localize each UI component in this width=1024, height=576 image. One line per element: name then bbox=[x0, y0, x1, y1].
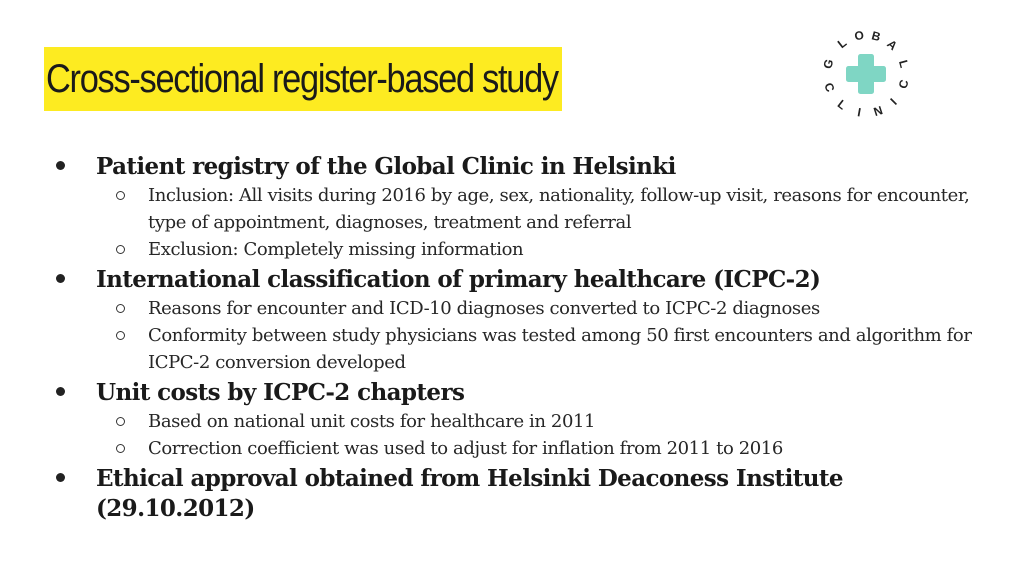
medical-cross-icon bbox=[846, 54, 886, 94]
sub-bullet-national-costs: Based on national unit costs for healthcare in 2011 bbox=[56, 408, 996, 435]
logo-letter: C bbox=[895, 78, 912, 91]
bullet-dot-icon bbox=[56, 274, 65, 283]
sub-bullet-conformity: Conformity between study physicians was tested among 50 first encounters and algorithm for ICPC-2 conversion developed bbox=[56, 322, 996, 376]
bullet-icpc: International classification of primary healthcare (ICPC-2) bbox=[56, 265, 996, 295]
logo-letter: A bbox=[884, 36, 901, 54]
bullet-dot-icon bbox=[56, 161, 65, 170]
circle-bullet-icon bbox=[116, 417, 125, 426]
logo-letter: G bbox=[820, 57, 837, 71]
logo-letter: L bbox=[834, 35, 850, 52]
bullet-ethical-approval: Ethical approval obtained from Helsinki Deaconess Institute (29.10.2012) bbox=[56, 464, 996, 524]
bullet-list bbox=[56, 150, 996, 524]
circle-bullet-icon bbox=[116, 245, 125, 254]
sub-bullet-conversion: Reasons for encounter and ICD-10 diagnoses converted to ICPC-2 diagnoses bbox=[56, 295, 996, 322]
bullet-unit-costs: Unit costs by ICPC-2 chapters bbox=[56, 378, 996, 408]
circle-bullet-icon bbox=[116, 191, 125, 200]
bullet-registry: Patient registry of the Global Clinic in Helsinki bbox=[56, 152, 996, 182]
sub-bullet-exclusion: Exclusion: Completely missing information bbox=[56, 236, 996, 263]
logo-letter: B bbox=[870, 28, 883, 45]
global-clinic-logo bbox=[818, 26, 914, 122]
logo-letter: I bbox=[887, 95, 900, 108]
logo-letter: C bbox=[821, 80, 838, 94]
logo-letter: L bbox=[834, 96, 850, 113]
bullet-dot-icon bbox=[56, 473, 65, 482]
circle-bullet-icon bbox=[116, 331, 125, 340]
logo-letter: L bbox=[895, 58, 912, 70]
logo-letter: I bbox=[856, 105, 863, 120]
circle-bullet-icon bbox=[116, 304, 125, 313]
circle-bullet-icon bbox=[116, 444, 125, 453]
sub-bullet-correction: Correction coefficient was used to adjust for inflation from 2011 to 2016 bbox=[56, 435, 996, 462]
sub-bullet-inclusion: Inclusion: All visits during 2016 by age, sex, nationality, follow-up visit, reasons for encounter, type of appointment, diagnoses, treatment and referral bbox=[56, 182, 996, 236]
slide-title: Cross-sectional register-based study bbox=[46, 56, 558, 101]
title-highlight bbox=[44, 47, 562, 111]
bullet-dot-icon bbox=[56, 387, 65, 396]
logo-letter: O bbox=[853, 27, 866, 44]
logo-letter: N bbox=[871, 103, 885, 120]
